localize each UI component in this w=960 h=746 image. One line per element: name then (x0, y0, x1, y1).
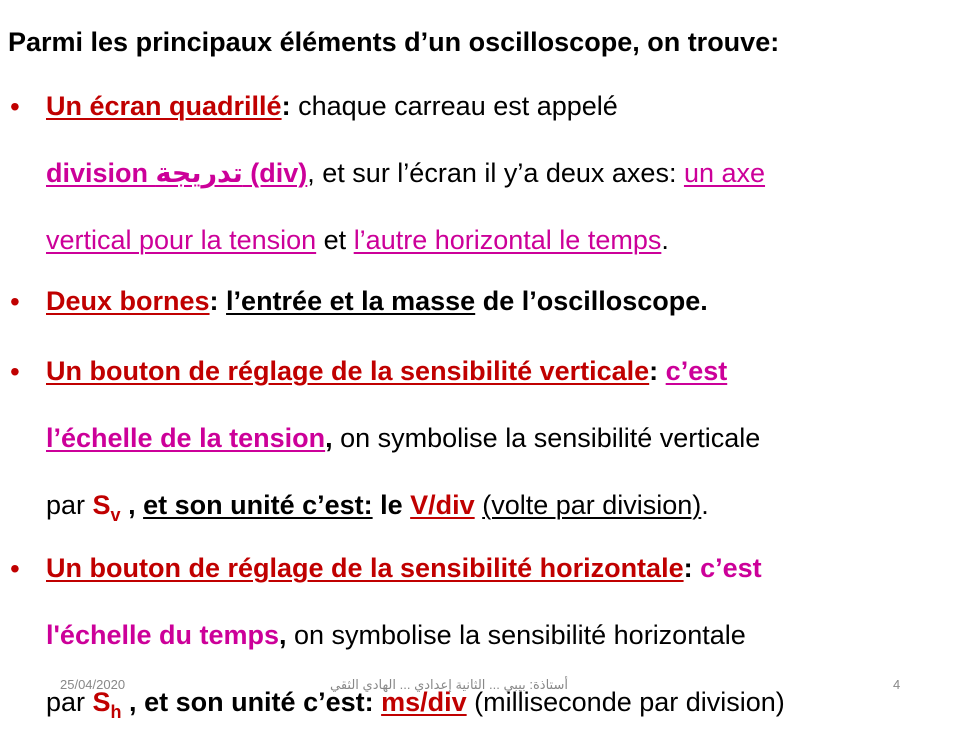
slide-title: Parmi les principaux éléments d’un oscilloscope, on trouve: (8, 27, 780, 57)
symbol-sub-v: v (110, 505, 121, 525)
bullet-dot: • (10, 553, 20, 584)
colon: : (683, 553, 701, 583)
bullet-text (46, 535, 952, 746)
colon: : (209, 286, 227, 316)
comma: , (120, 490, 144, 520)
bullet-text (46, 268, 952, 335)
text-milliseconde: (milliseconde par division) (474, 687, 785, 717)
colon: : (281, 91, 299, 121)
unit-ms-div: ms/div (381, 687, 467, 717)
text-entree-masse: l’entrée et la masse (226, 286, 476, 316)
comma: , (279, 620, 295, 650)
text-cest-2: c’est (700, 553, 762, 583)
symbol-s: S (92, 490, 111, 520)
text-axes: , et sur l’écran il y’a deux axes: (307, 158, 684, 188)
text-period: . (701, 490, 709, 520)
symbol-sub-h: h (110, 702, 122, 722)
text-par: par (46, 490, 93, 520)
text-axe-horizontal: l’autre horizontal le temps (353, 225, 662, 255)
text-oscilloscope: de l’oscilloscope. (475, 286, 708, 316)
symbol-s: S (92, 687, 111, 717)
footer-date: 25/04/2020 (60, 677, 126, 692)
text-symbolise-vertical: on symbolise la sensibilité verticale (340, 423, 761, 453)
footer-page-number: 4 (893, 677, 901, 692)
bullet-text (46, 73, 952, 274)
text-symbolise-horizontal: on symbolise la sensibilité horizontale (294, 620, 746, 650)
text-axe-vertical-1: un axe (683, 158, 766, 188)
text-period: . (661, 225, 669, 255)
bullet-dot: • (10, 356, 20, 387)
text-le: le (372, 490, 411, 520)
text-echelle-temps: l'échelle du temps (46, 620, 279, 650)
term-bouton-horizontal: Un bouton de réglage de la sensibilité horizontale (46, 553, 684, 583)
bullet-dot: • (10, 91, 20, 122)
text-axe-vertical-2: vertical pour la tension (46, 225, 317, 255)
colon: : (649, 356, 666, 386)
text-echelle-tension: l’échelle de la tension (46, 423, 326, 453)
bullet-dot: • (10, 286, 20, 317)
term-bornes: Deux bornes (46, 286, 210, 316)
text-carreau: chaque carreau est appelé (298, 91, 618, 121)
comma: , (121, 687, 145, 717)
term-division: division تدريجة (div) (46, 158, 308, 188)
text-volte-par-division: (volte par division) (482, 490, 702, 520)
comma: , (325, 423, 341, 453)
term-bouton-vertical: Un bouton de réglage de la sensibilité verticale (46, 356, 650, 386)
text-unite: et son unité c’est: (144, 687, 382, 717)
unit-v-div: V/div (410, 490, 475, 520)
text-unite: et son unité c’est: (143, 490, 373, 520)
text-par: par (46, 687, 93, 717)
term-ecran: Un écran quadrillé (46, 91, 282, 121)
footer-center: أستاذة: بيبي ... الثانية إعدادي ... الهادي الثقي (330, 677, 568, 692)
text-et: et (316, 225, 354, 255)
text-cest-1: c’est (665, 356, 728, 386)
bullet-text (46, 338, 952, 549)
